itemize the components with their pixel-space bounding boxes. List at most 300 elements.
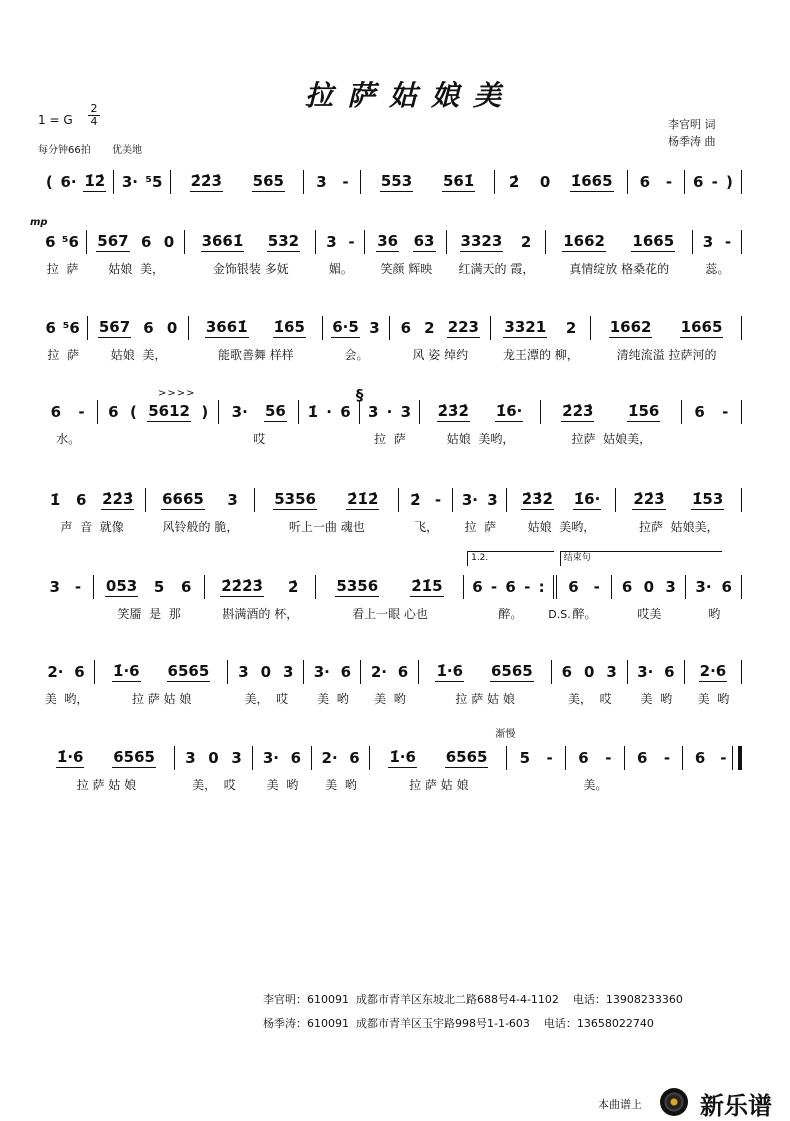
measure <box>171 170 304 220</box>
note-group: 2̇ <box>287 577 299 596</box>
measure <box>38 575 94 625</box>
note-group: 6 <box>400 318 411 337</box>
note-group: 3 <box>702 232 714 251</box>
measure-notes <box>114 170 171 194</box>
measure <box>495 170 628 220</box>
note-group: 1̇ <box>49 490 61 509</box>
note-group: 0 <box>584 662 595 681</box>
time-signature-top: 2 <box>88 103 100 116</box>
note-group: - <box>78 402 85 421</box>
note-group: 3321 <box>504 318 547 336</box>
volta-bracket: 结束句 <box>560 551 722 566</box>
note-group: 56 <box>265 402 286 420</box>
lyric-text: 真情绽放 格桑花的 <box>569 262 670 276</box>
measure <box>447 230 545 280</box>
note-group: 3 <box>665 577 676 596</box>
note-group: 3 <box>400 402 412 421</box>
lyric-text: 看上一眼 心也 <box>352 607 428 621</box>
measure <box>557 553 613 625</box>
lyric-text: 拉 萨 <box>464 520 497 534</box>
measure-notes <box>316 575 464 599</box>
lyric-text: 醉。 <box>498 607 523 621</box>
note-group: 3661̇ <box>201 232 244 250</box>
measure-notes <box>95 660 228 684</box>
staff-line <box>38 170 742 220</box>
measure <box>685 660 742 710</box>
measure <box>685 170 742 220</box>
note-group: 6565 <box>167 662 210 680</box>
measure-notes <box>365 230 447 254</box>
measure <box>98 388 219 450</box>
note-group: 1̇·6 <box>56 748 84 766</box>
lyricist-credit: 李官明 词 <box>668 118 716 131</box>
measure-notes <box>38 660 95 684</box>
note-group: 6 <box>472 577 483 596</box>
lyric-text: 拉 萨 姑 娘 <box>409 778 469 792</box>
note-group: 3 <box>316 172 327 191</box>
note-group: - <box>593 577 600 596</box>
note-group: 5 <box>519 748 531 767</box>
measure-notes <box>628 170 685 194</box>
note-group: 3661̇ <box>205 318 248 336</box>
note-group: 1̇·6 <box>113 662 140 680</box>
note-group: 3 <box>231 748 242 767</box>
lyric-text <box>628 201 685 217</box>
note-group: 6 <box>505 577 516 596</box>
segno-sign: § <box>355 386 364 404</box>
note-group: 1̇665 <box>570 172 613 190</box>
measure <box>361 660 418 710</box>
note-group: 2̇2̇2̇3̇ <box>221 577 263 595</box>
note-group: - <box>74 577 82 596</box>
note-group: - <box>524 577 531 596</box>
note-group: 6 <box>75 490 87 509</box>
measure <box>616 488 742 538</box>
lyric-text: 哎美 <box>637 607 662 621</box>
note-group: 1̇2̇ <box>84 172 106 190</box>
dal-segno-marking: D.S. <box>548 608 571 621</box>
lyric-text: 美， 哎 <box>244 692 289 706</box>
measure <box>323 316 390 366</box>
measure-notes <box>361 170 494 194</box>
lyric-text: 美 哟 <box>697 692 730 706</box>
note-group: 0 <box>539 172 551 191</box>
lyric-text: 美 哟， <box>44 692 89 706</box>
note-group: 3· <box>695 577 712 596</box>
measure <box>683 746 742 796</box>
contact-composer: 杨季涛：610091 成都市青羊区玉宇路998号1-1-603 电话：13658022740 <box>263 1017 654 1030</box>
note-group: - <box>490 577 498 596</box>
measure <box>38 488 146 538</box>
lyric-text: 金饰银装 多妩 <box>212 262 289 276</box>
note-group: 6· <box>60 172 77 191</box>
measure-notes <box>507 746 566 770</box>
note-group: 1̇53 <box>692 490 724 508</box>
note-group: 2̇2̇3̇ <box>102 490 134 508</box>
measure <box>312 746 371 796</box>
staff-line <box>30 217 742 280</box>
measure-notes <box>304 660 361 684</box>
time-signature-bottom: 4 <box>90 115 98 128</box>
measure <box>365 230 447 280</box>
note-group: 6 <box>397 662 409 681</box>
note-group: 1̇·6 <box>436 662 464 680</box>
measure <box>189 316 323 366</box>
lyric-text: 美 哟 <box>325 778 357 792</box>
lyric-text <box>683 777 742 793</box>
note-group: - <box>665 172 673 191</box>
measure-notes <box>94 575 205 599</box>
note-group: 3 <box>326 232 337 251</box>
tempo-marking: 每分钟66拍 <box>38 145 91 156</box>
lyric-text: 风铃般的 脆， <box>162 520 239 534</box>
note-group: 6 <box>694 748 706 767</box>
note-group: 3· <box>121 172 138 191</box>
measure <box>316 575 464 625</box>
note-group: 2̇ <box>410 490 421 509</box>
lyric-text <box>38 606 94 622</box>
measure <box>219 400 299 450</box>
note-group: 6 <box>621 577 633 596</box>
note-group: 6 <box>639 172 651 191</box>
measure-notes <box>686 575 742 599</box>
measure-notes <box>38 230 87 254</box>
note-group: 2̇2̇3̇ <box>562 402 594 420</box>
measure-notes <box>175 746 253 770</box>
lyric-text: 拉 萨 姑 娘 <box>131 692 192 706</box>
note-group: ) <box>201 402 209 421</box>
measure <box>95 660 228 710</box>
measure-notes <box>88 316 189 340</box>
note-group: 6 <box>636 748 648 767</box>
staff-line <box>38 488 742 538</box>
staff-line <box>38 729 742 796</box>
lyric-text: 拉 萨 <box>47 348 79 362</box>
note-group: 3· <box>313 662 330 681</box>
note-group: 3· <box>637 662 654 681</box>
note-group: - <box>342 172 349 191</box>
note-group: 223 <box>447 318 479 336</box>
measure-notes <box>693 230 742 254</box>
lyric-text: 姑娘 美， <box>110 348 167 362</box>
note-group: 5356 <box>274 490 316 508</box>
note-group: 2·6 <box>699 662 727 680</box>
lyric-text <box>682 431 742 447</box>
lyric-text: 美 哟 <box>266 778 299 792</box>
note-group: 2̇3̇2̇ <box>521 490 553 508</box>
measure-notes <box>185 230 316 254</box>
note-group: 0 <box>208 748 219 767</box>
note-group: 1662 <box>609 318 652 336</box>
measure-notes <box>171 170 304 194</box>
brand-name: 新乐谱 <box>700 1092 772 1120</box>
note-group: ⁵6 <box>61 232 79 251</box>
note-group: 3· <box>262 748 280 767</box>
note-group: - <box>722 402 729 421</box>
note-group: 3· <box>461 490 478 509</box>
measure-notes <box>491 316 592 340</box>
note-group: 6565 <box>113 748 155 766</box>
measure <box>88 316 189 366</box>
note-group: 6 <box>340 402 351 421</box>
measure <box>175 746 253 796</box>
note-group: 3 <box>369 318 380 337</box>
measure-notes <box>304 170 361 194</box>
lyric-text: 听上一曲 魂也 <box>288 520 365 534</box>
note-group: 5612 <box>148 402 190 420</box>
note-group: · <box>386 402 393 421</box>
measure-notes <box>219 400 299 424</box>
measure <box>420 400 541 450</box>
measure <box>612 575 686 625</box>
lyric-text: 能歌善舞 样样 <box>217 348 294 362</box>
measure <box>628 170 685 220</box>
measure <box>38 230 87 280</box>
measure-notes <box>685 660 742 684</box>
note-group: 36 <box>377 232 399 250</box>
measure <box>552 660 628 710</box>
measure-notes <box>98 400 219 424</box>
note-group: : <box>538 577 545 596</box>
note-group: 6 <box>45 232 56 251</box>
dynamic-marking: mp <box>30 217 48 228</box>
note-group: 2· <box>370 662 387 681</box>
measure <box>146 488 254 538</box>
lyric-text <box>299 431 359 447</box>
note-group: ⁵5 <box>145 172 163 191</box>
measure-notes <box>557 575 613 599</box>
measure <box>464 553 571 625</box>
staff-line <box>38 553 742 625</box>
note-group: 6 <box>721 577 732 596</box>
measure-notes <box>253 746 312 770</box>
measure <box>87 230 185 280</box>
measure <box>507 488 615 538</box>
lyric-text: 清纯流溢 拉萨河的 <box>616 348 717 362</box>
note-group: 2 <box>565 318 577 337</box>
measure-notes <box>685 170 742 194</box>
measure-notes <box>419 660 552 684</box>
note-group: ( <box>45 172 53 191</box>
note-group: 2 <box>520 232 532 251</box>
note-group: 5356 <box>336 577 379 595</box>
note-group: 532 <box>267 232 300 250</box>
lyric-text: 美 哟 <box>317 692 349 706</box>
measure <box>316 230 365 280</box>
note-group: - <box>348 232 355 251</box>
lyric-text: 拉 萨 姑 娘 <box>76 778 137 792</box>
measure <box>390 316 491 366</box>
note-group: 3 <box>227 490 238 509</box>
measure-notes <box>420 400 541 424</box>
lyric-text: 美。 <box>583 778 608 792</box>
lyric-text: 红满天的 霞， <box>458 262 535 276</box>
note-group: - <box>720 748 727 767</box>
score <box>30 0 742 820</box>
measure-notes <box>255 488 399 512</box>
measure-notes <box>541 400 682 424</box>
brand-prefix: 本曲谱上 <box>598 1098 642 1111</box>
measure <box>370 729 516 796</box>
measure-notes <box>361 660 418 684</box>
lyric-text: 姑娘 美哟， <box>527 520 596 534</box>
note-group: 1̇56 <box>628 402 660 420</box>
lyric-text: 蕊。 <box>705 262 730 276</box>
note-group: 6 <box>349 748 360 767</box>
note-group: 3 <box>185 748 196 767</box>
measure-notes <box>146 488 254 512</box>
lyric-text: 醉。 <box>572 607 597 621</box>
note-group: 6 <box>568 577 579 596</box>
note-group: 6 <box>74 662 85 681</box>
note-group: 1̇·6 <box>389 748 416 766</box>
note-group: 2̇ <box>508 172 520 191</box>
measure-notes <box>323 316 390 340</box>
measure <box>253 746 312 796</box>
note-group: 3323 <box>460 232 503 250</box>
lyric-text: 姑娘 美， <box>108 262 165 276</box>
contact-lyricist: 李官明：610091 成都市青羊区东坡北二路688号4-4-1102 电话：13908233360 <box>263 993 683 1006</box>
lyric-text <box>171 201 304 217</box>
note-group: 3 <box>282 662 294 681</box>
lyric-text: 哟 <box>708 607 721 621</box>
measure-notes <box>399 488 453 512</box>
measure <box>38 660 95 710</box>
measure-notes <box>205 575 316 599</box>
lyric-text: 龙王潭的 柳， <box>502 348 579 362</box>
measure-notes <box>38 170 114 194</box>
note-group: 567 <box>97 232 129 250</box>
lyric-text: 美 哟 <box>374 692 406 706</box>
lyric-text: 笑靥 是 那 <box>117 607 181 621</box>
note-group: 1665 <box>632 232 675 250</box>
note-group: 63 <box>413 232 435 250</box>
lyric-text: 美 哟 <box>640 692 673 706</box>
note-group: · <box>326 402 332 421</box>
note-group: 6565 <box>445 748 488 766</box>
lyric-text: 斟满酒的 杯， <box>222 607 299 621</box>
note-group: 1̇6· <box>495 402 523 420</box>
note-group: 6 <box>140 232 152 251</box>
note-group: 6665 <box>162 490 204 508</box>
note-group: 2 <box>424 318 435 337</box>
note-group: 3 <box>367 402 379 421</box>
note-group: 1665 <box>680 318 723 336</box>
note-group: - <box>546 748 553 767</box>
measure <box>205 575 316 625</box>
measure-notes <box>612 575 686 599</box>
measure <box>94 575 205 625</box>
note-group: 1̇65 <box>273 318 305 336</box>
measure <box>228 660 304 710</box>
tempo-change-marking: 渐慢 <box>495 729 516 740</box>
note-group: 053 <box>105 577 138 595</box>
note-group: 3 <box>49 577 60 596</box>
measure-notes <box>38 575 94 599</box>
staff-line <box>38 660 742 710</box>
measure-notes <box>616 488 742 512</box>
measure-notes <box>299 400 359 424</box>
measure-notes <box>447 230 545 254</box>
measure <box>541 400 682 450</box>
measure <box>419 660 552 710</box>
lyric-text: 水。 <box>56 432 81 446</box>
note-group: 3· <box>231 402 248 421</box>
measure-notes <box>683 746 742 770</box>
measure <box>185 230 316 280</box>
note-group: 565 <box>252 172 284 190</box>
note-group: 2· <box>321 748 338 767</box>
note-group: 6 <box>108 402 119 421</box>
measure-notes <box>38 488 146 512</box>
measure-notes <box>38 746 175 770</box>
lyric-text <box>304 201 361 217</box>
measure <box>299 400 359 450</box>
lyric-text: 美， 哎 <box>567 692 612 706</box>
measure-notes <box>228 660 304 684</box>
note-group: 6 <box>290 748 301 767</box>
measure <box>625 746 684 796</box>
note-group: 0 <box>166 318 178 337</box>
note-group: 2· <box>47 662 64 681</box>
measure-notes <box>453 488 507 512</box>
measure-notes <box>370 746 507 770</box>
lyric-text <box>114 201 171 217</box>
note-group: 1̇6· <box>573 490 601 508</box>
lyric-text: 美， 哎 <box>192 778 236 792</box>
measure-notes <box>682 400 742 424</box>
lyric-text: 拉萨 姑娘美， <box>639 520 719 534</box>
note-group: 2̇1̇2̇ <box>347 490 379 508</box>
measure-notes <box>628 660 685 684</box>
lyric-text <box>98 431 219 447</box>
note-group: 5 <box>153 577 165 596</box>
measure-notes <box>507 488 615 512</box>
measure <box>507 746 566 796</box>
lyric-text: 拉 萨 <box>46 262 79 276</box>
note-group: 6 <box>694 402 705 421</box>
measure-notes <box>87 230 185 254</box>
lyric-text: 会。 <box>344 348 369 362</box>
measure-notes <box>464 575 557 599</box>
note-group: 567 <box>98 318 131 336</box>
lyric-text: 拉 萨 <box>374 432 406 446</box>
measure <box>114 170 171 220</box>
note-group: ) <box>726 172 733 191</box>
note-group: - <box>711 172 718 191</box>
key-signature: 1 = G <box>38 113 73 127</box>
staff-line <box>38 316 742 366</box>
note-group: 6 <box>180 577 192 596</box>
note-group: 3 <box>487 490 498 509</box>
measure <box>693 230 742 280</box>
note-group: 2̇1̇5 <box>411 577 443 595</box>
note-group: 0 <box>643 577 655 596</box>
measure-notes <box>591 316 742 340</box>
measure <box>304 660 361 710</box>
note-group: ( <box>129 402 137 421</box>
measure <box>628 660 685 710</box>
measure-notes <box>360 400 420 424</box>
lyric-text: 拉萨 姑娘美， <box>571 432 652 446</box>
lyric-text: 姑娘 美哟， <box>446 432 515 446</box>
note-group: 2̇2̇3̇ <box>190 172 222 190</box>
staff-line <box>38 386 742 450</box>
note-group: - <box>605 748 612 767</box>
lyric-text: 媚。 <box>328 262 353 276</box>
note-group: 6 <box>340 662 352 681</box>
measure <box>255 488 399 538</box>
